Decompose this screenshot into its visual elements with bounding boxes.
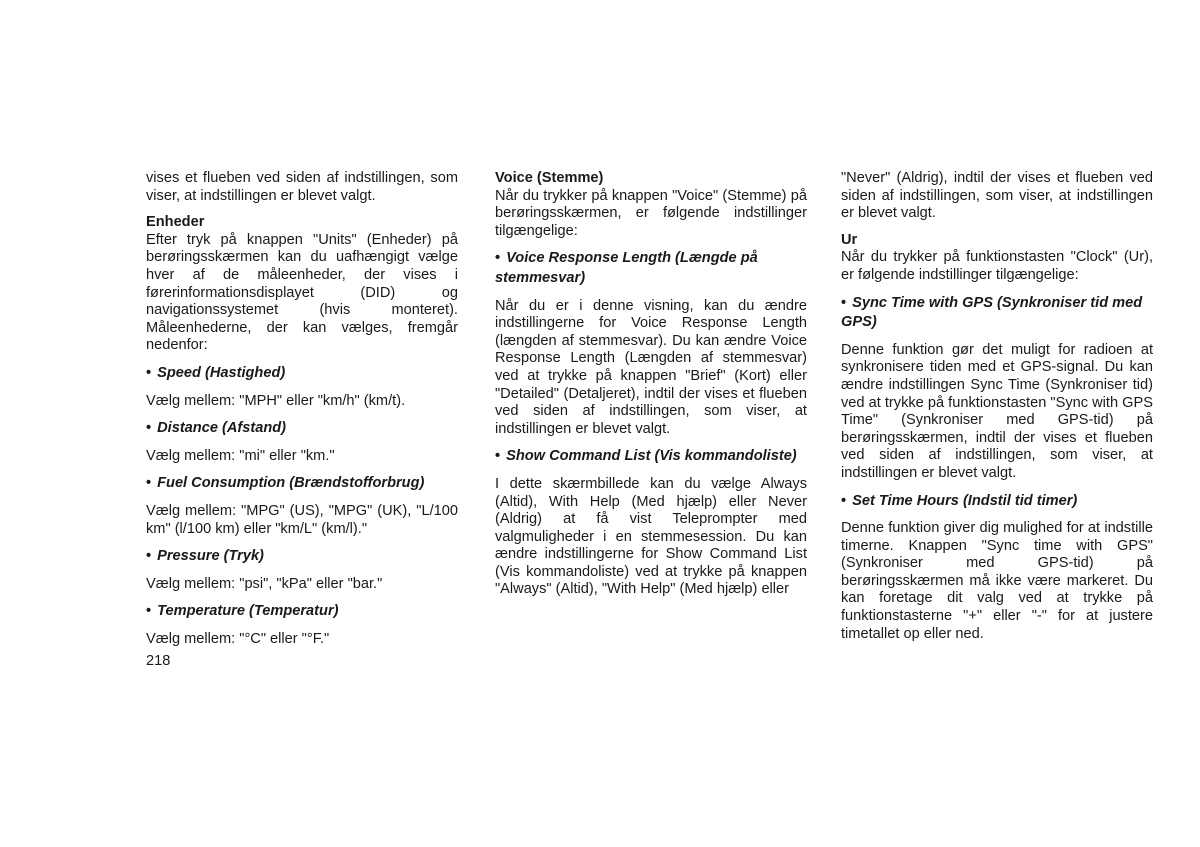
intro-paragraph: vises et flueben ved siden af indstillingen, som viser, at indstillingen er blevet valgt. [146,170,458,204]
bullet-title: Sync Time with GPS (Synkroniser tid med GPS) [841,294,1143,331]
column-middle [495,170,807,608]
intro-paragraph: "Never" (Aldrig), indtil der vises et flueben ved siden af indstillingen, som viser, at indstillingen er blevet valgt. [841,170,1153,222]
bullet-set-time-hours [841,492,1153,512]
bullet-text: Vælg mellem: "psi", "kPa" eller "bar." [146,575,383,592]
bullet-text: Denne funktion gør det muligt for radioen at synkronisere tiden med et GPS-signal. Du kan ændre indstillingen Sync Time (Synkroniser tid) ved at trykke på funktionstasten "Sync with GPS Time" (Synkroniser med GPS-tid) på berøringsskærmen, indtil der vises et flueben ved siden af indstillingen, som viser, at indstillingen er blevet valgt. [841,341,1153,481]
units-paragraph: Efter tryk på knappen "Units" (Enheder) på berøringsskærmen kan du uafhængigt vælge hver af de måleenheder, der vises i førerinformationsdisplayet (DID) og navigationssystemet (hvis monteret). Måleenhederne, der kan vælges, fremgår nedenfor: [146,231,458,354]
bullet-title: Temperature (Temperatur) [157,603,339,620]
bullet-icon: • [146,603,152,620]
bullet-text: Vælg mellem: "°C" eller "°F." [146,630,330,647]
bullet-text: I dette skærmbillede kan du vælge Always (Altid), With Help (Med hjælp) eller Never (Aldrig) at få vist Teleprompter med valgmuligheder i en stemmesession. Du kan ændre indstillingerne for Show Command List (Vis kommandoliste) ved at trykke på knappen "Always" (Altid), "With Help" (Med hjælp) eller [495,475,807,598]
section-heading-units: Enheder [146,214,205,231]
bullet-title: Voice Response Length (Længde på stemmesvar) [495,250,758,286]
bullet-icon: • [841,294,847,311]
bullet-text: Vælg mellem: "MPH" eller "km/h" (km/t). [146,392,406,409]
bullet-text: Denne funktion giver dig mulighed for at indstille timerne. Knappen "Sync time with GPS" (Synkroniser med GPS-tid) på berøringsskærmen må ikke være markeret. Du kan foretage dit valg ved at trykke på funktionstasterne "+" eller "-" for at justere timetallet op eller ned. [841,520,1153,642]
bullet-title: Set Time Hours (Indstil tid timer) [852,492,1078,509]
bullet-title: Show Command List (Vis kommandoliste) [506,448,797,465]
bullet-icon: • [146,420,152,437]
bullet-title: Fuel Consumption (Brændstofforbrug) [157,475,425,492]
bullet-text: Vælg mellem: "mi" eller "km." [146,447,335,464]
bullet-temperature [146,602,458,622]
bullet-icon: • [495,448,501,465]
voice-paragraph: Når du trykker på knappen "Voice" (Stemme) på berøringsskærmen, er følgende indstillinger tilgængelige: [495,187,807,239]
bullet-fuel-consumption [146,474,458,494]
bullet-title: Pressure (Tryk) [157,548,264,565]
bullet-icon: • [146,475,152,492]
bullet-text: Når du er i denne visning, kan du ændre indstillingerne for Voice Response Length (længden af stemmesvar). Du kan ændre Voice Response Length (Længden af stemmesvar) ved at trykke på knappen "Brief" (Kort) eller "Detailed" (Detaljeret), indtil der vises et flueben ved siden af indstillingen, som viser, at indstillingen er blevet valgt. [495,297,807,437]
bullet-show-command-list [495,447,807,467]
clock-paragraph: Når du trykker på funktionstasten "Clock" (Ur), er følgende indstillinger tilgængelige: [841,249,1153,283]
bullet-distance [146,419,458,439]
bullet-icon: • [495,250,501,267]
section-heading-clock: Ur [841,231,858,248]
section-heading-voice: Voice (Stemme) [495,170,604,186]
bullet-speed [146,364,458,384]
bullet-voice-response-length [495,249,807,288]
bullet-title: Distance (Afstand) [157,420,287,437]
bullet-icon: • [146,364,152,381]
column-left [146,170,458,657]
bullet-title: Speed (Hastighed) [157,364,286,381]
page-number: 218 [146,653,171,669]
column-right [841,170,1153,652]
bullet-text: Vælg mellem: "MPG" (US), "MPG" (UK), "L/100 km" (l/100 km) eller "km/L" (km/l)." [146,502,458,537]
bullet-sync-time-gps [841,294,1153,333]
bullet-icon: • [146,548,152,565]
bullet-pressure [146,547,458,567]
bullet-icon: • [841,492,847,509]
